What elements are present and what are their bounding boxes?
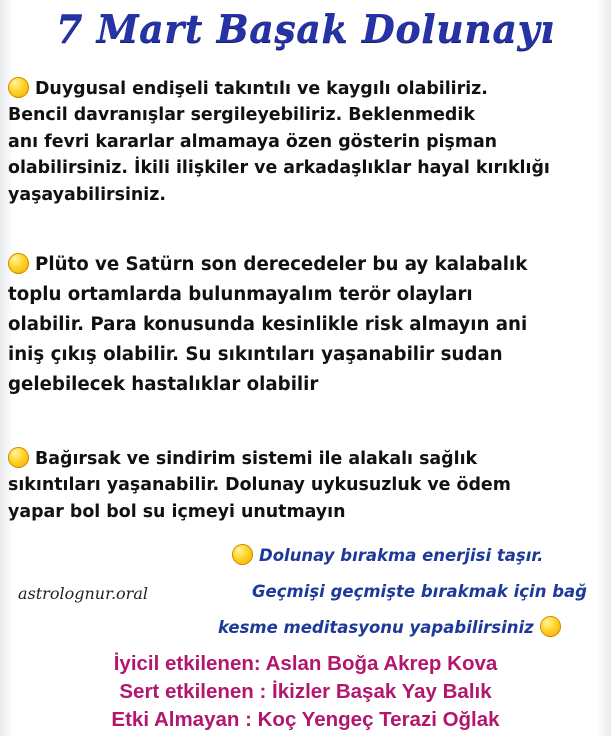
paragraph-line: Bağırsak ve sindirim sistemi ile alakalı sağlık	[35, 449, 478, 469]
paragraph-line: olabilir. Para konusunda kesinlikle risk almayın ani	[8, 314, 528, 335]
paragraph-mood	[8, 76, 603, 208]
paragraph-line: yapar bol bol su içmeyi unutmayın	[8, 501, 346, 522]
sun-icon	[540, 616, 561, 637]
effect-none: Etki Almayan : Koç Yengeç Terazi Oğlak	[111, 708, 500, 731]
release-past-line: Geçmişi geçmişte bırakmak için bağ	[252, 582, 587, 601]
release-energy-line: Dolunay bırakma enerjisi taşır.	[232, 544, 543, 565]
effect-hard: Sert etkilenen : İkizler Başak Yay Balık	[119, 680, 492, 703]
paragraph-health	[8, 446, 603, 525]
meditation-line: kesme meditasyonu yapabilirsiniz	[218, 616, 561, 637]
paragraph-line: gelebilecek hastalıklar olabilir	[8, 374, 319, 395]
sun-icon	[8, 77, 29, 98]
paragraph-line: sıkıntıları yaşanabilir. Dolunay uykusuzluk ve ödem	[8, 475, 511, 496]
paragraph-line: Duygusal endişeli takıntılı ve kaygılı olabiliriz.	[35, 79, 488, 99]
sun-icon	[8, 253, 29, 274]
paragraph-line: Bencil davranışlar sergileyebiliriz. Beklenmedik	[8, 105, 475, 126]
effect-beneficial: İyicil etkilenen: Aslan Boğa Akrep Kova	[113, 652, 498, 675]
author-signature: astrolognur.oral	[18, 584, 148, 603]
post-title: 7 Mart Başak Dolunayı	[55, 6, 556, 51]
paragraph-line: toplu ortamlarda bulunmayalım terör olayları	[8, 284, 473, 305]
paragraph-line: iniş çıkış olabilir. Su sıkıntıları yaşanabilir sudan	[8, 344, 503, 365]
sun-icon	[232, 544, 253, 565]
paragraph-line: anı fevri kararlar almamaya özen gösterin pişman	[8, 131, 498, 152]
paragraph-pluto-saturn	[8, 250, 603, 400]
paragraph-line: yaşayabilirsiniz.	[8, 184, 166, 205]
paragraph-line: olabilirsiniz. İkili ilişkiler ve arkadaşlıklar hayal kırıklığı	[8, 158, 550, 179]
sun-icon	[8, 447, 29, 468]
paragraph-line: Plüto ve Satürn son derecedeler bu ay kalabalık	[35, 254, 528, 275]
